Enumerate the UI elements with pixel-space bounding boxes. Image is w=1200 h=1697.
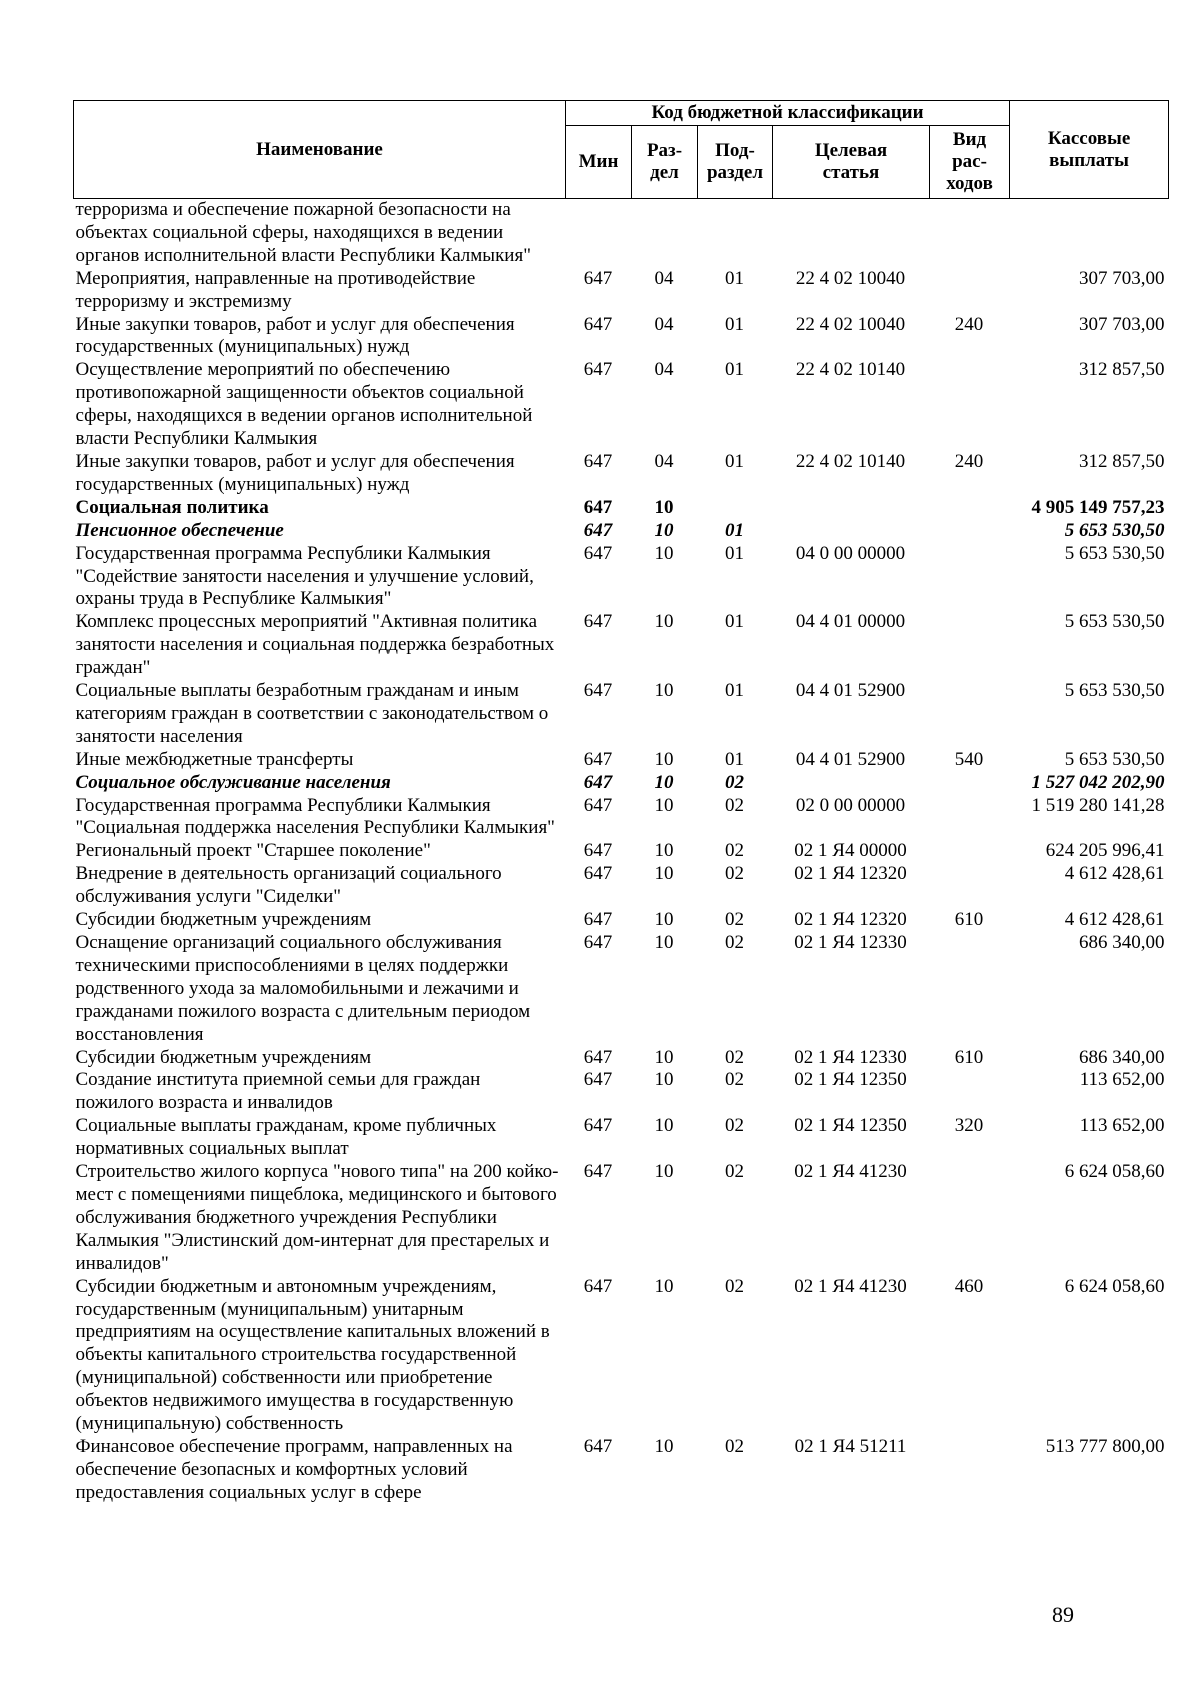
row-celevaya-statya: 02 1 Я4 12350: [794, 1115, 907, 1137]
row-kassovye-vyplaty: 4 612 428,61: [1064, 863, 1165, 885]
row-razdel: 04: [654, 267, 674, 289]
table-row[interactable]: [74, 863, 1169, 909]
table-row[interactable]: [74, 268, 1169, 314]
header-vid-label: Вид рас- ходов: [946, 129, 993, 194]
row-razdel: 10: [654, 1161, 674, 1183]
row-podrazdel: 01: [725, 542, 744, 564]
row-name: Субсидии бюджетным учреждениям: [75, 909, 372, 931]
row-vid-rashodov: [930, 1161, 1010, 1276]
header-kassovye-label: Кассовые выплаты: [1047, 127, 1131, 171]
row-kassovye-vyplaty: 4 905 149 757,23: [1031, 496, 1165, 518]
row-vid-rashodov: [930, 795, 1010, 841]
row-name: Социальные выплаты гражданам, кроме публичных нормативных социальных выплат: [75, 1115, 497, 1160]
row-podrazdel: 02: [725, 1115, 744, 1137]
row-razdel: 10: [654, 863, 674, 885]
row-razdel: 10: [654, 932, 674, 953]
row-name: Иные межбюджетные трансферты: [75, 748, 354, 770]
row-name: Социальные выплаты безработным гражданам и иным категориям граждан в соответствии с законодательством о занятости населения: [75, 680, 549, 747]
row-vid-rashodov: 460: [954, 1275, 984, 1297]
row-kassovye-vyplaty: 624 205 996,41: [1045, 840, 1165, 862]
row-kassovye-vyplaty: 113 652,00: [1079, 1069, 1165, 1091]
row-min: 647: [583, 1046, 613, 1068]
header-name: Наименование: [74, 101, 566, 199]
row-name: Иные закупки товаров, работ и услуг для обеспечения государственных (муниципальных) нужд: [75, 313, 515, 358]
row-name: Создание института приемной семьи для граждан пожилого возраста и инвалидов: [75, 1069, 481, 1114]
row-min: 647: [583, 840, 613, 862]
row-vid-rashodov: [930, 611, 1010, 680]
row-razdel: 04: [654, 313, 674, 335]
row-name: Субсидии бюджетным учреждениям: [75, 1046, 372, 1068]
row-vid-rashodov: 320: [954, 1115, 984, 1137]
row-kassovye-vyplaty: 312 857,50: [1079, 359, 1165, 381]
header-podrazdel: [698, 126, 773, 199]
row-kassovye-vyplaty: 5 653 530,50: [1064, 748, 1165, 770]
row-vid-rashodov: [930, 1069, 1010, 1115]
row-razdel: 10: [654, 496, 674, 518]
row-podrazdel: 02: [725, 932, 744, 953]
row-name: Пенсионное обеспечение: [75, 519, 284, 541]
row-celevaya-statya: 22 4 02 10040: [795, 267, 906, 289]
row-name: Мероприятия, направленные на противодействие терроризму и экстремизму: [75, 267, 476, 312]
row-kassovye-vyplaty: [1010, 199, 1169, 268]
row-celevaya-statya: 22 4 02 10040: [795, 313, 906, 335]
row-podrazdel: 02: [725, 1046, 744, 1068]
row-podrazdel: 02: [725, 771, 744, 793]
row-razdel: 10: [654, 1115, 674, 1137]
row-razdel: 10: [654, 519, 674, 541]
table-row[interactable]: [74, 314, 1169, 360]
row-podrazdel: 02: [725, 1435, 744, 1457]
row-vid-rashodov: [930, 268, 1010, 314]
table-row[interactable]: [74, 611, 1169, 680]
row-name: Осуществление мероприятий по обеспечению противопожарной защищенности объектов социальной сферы, находящихся в ведении органов исполнительной власти Республики Калмыкия: [75, 359, 533, 450]
row-name: Иные закупки товаров, работ и услуг для обеспечения государственных (муниципальных) нужд: [75, 450, 515, 495]
row-razdel: 10: [654, 680, 674, 702]
row-kassovye-vyplaty: 6 624 058,60: [1064, 1275, 1165, 1297]
row-vid-rashodov: 610: [954, 909, 984, 931]
row-celevaya-statya: 02 1 Я4 41230: [794, 1161, 907, 1183]
row-kassovye-vyplaty: 5 653 530,50: [1064, 519, 1165, 541]
row-kassovye-vyplaty: 5 653 530,50: [1064, 542, 1165, 564]
table-row[interactable]: [74, 795, 1169, 841]
row-celevaya-statya: 02 0 00 00000: [795, 794, 906, 816]
row-vid-rashodov: [930, 932, 1010, 1047]
row-kassovye-vyplaty: 307 703,00: [1079, 267, 1165, 289]
table-row[interactable]: [74, 932, 1169, 1047]
table-row[interactable]: [74, 199, 1169, 268]
row-razdel: [632, 199, 698, 268]
row-kassovye-vyplaty: 307 703,00: [1079, 313, 1165, 335]
table-row[interactable]: [74, 520, 1169, 543]
row-razdel: 04: [654, 359, 674, 381]
row-min: 647: [583, 519, 613, 541]
row-podrazdel: 01: [725, 519, 744, 541]
row-podrazdel: [698, 199, 773, 268]
row-razdel: 10: [654, 794, 674, 816]
row-name: Субсидии бюджетным и автономным учреждениям, государственным (муниципальным) унитарным предприятиям на осуществление капитальных вложений в объекты капитального строительства государственной (муниципальной) собственности или приобретение объектов недвижимого имущества в государственную (муниципальную) собственность: [75, 1275, 550, 1435]
row-name: Региональный проект "Старшее поколение": [75, 840, 431, 862]
header-vid: [930, 126, 1010, 199]
row-min: 647: [583, 794, 613, 816]
row-razdel: 10: [654, 611, 674, 633]
header-celevaya: [773, 126, 930, 199]
row-celevaya-statya: 22 4 02 10140: [795, 359, 906, 381]
row-min: 647: [583, 1069, 613, 1091]
row-celevaya-statya: 02 1 Я4 12350: [794, 1069, 907, 1091]
row-name: Внедрение в деятельность организаций социального обслуживания услуги "Сиделки": [75, 863, 502, 908]
row-celevaya-statya: 02 1 Я4 00000: [794, 840, 907, 862]
row-name: Государственная программа Республики Калмыкия "Социальная поддержка населения Республики Калмыкия": [75, 794, 555, 839]
row-celevaya-statya: [773, 199, 930, 268]
row-vid-rashodov: [930, 863, 1010, 909]
row-podrazdel: 02: [725, 1275, 744, 1297]
row-kassovye-vyplaty: 1 519 280 141,28: [1031, 794, 1165, 816]
row-razdel: 10: [654, 1069, 674, 1091]
header-celevaya-label: Целевая статья: [814, 140, 888, 183]
table-row[interactable]: [74, 1069, 1169, 1115]
row-kassovye-vyplaty: 4 612 428,61: [1064, 909, 1165, 931]
row-min: 647: [583, 496, 613, 518]
row-kassovye-vyplaty: 686 340,00: [1079, 1046, 1165, 1068]
row-name: терроризма и обеспечение пожарной безопасности на объектах социальной сферы, находящихся в ведении органов исполнительной власти Республики Калмыкия": [75, 199, 531, 266]
table-header: [74, 101, 1169, 199]
row-name: Социальное обслуживание населения: [75, 771, 391, 793]
row-razdel: 10: [654, 771, 674, 793]
row-kassovye-vyplaty: 5 653 530,50: [1064, 680, 1165, 702]
row-podrazdel: 02: [725, 840, 744, 862]
row-celevaya-statya: 04 0 00 00000: [795, 542, 906, 564]
header-kassovye: [1010, 101, 1169, 199]
table-row[interactable]: [74, 909, 1169, 932]
row-vid-rashodov: [930, 520, 1010, 543]
row-name: Строительство жилого корпуса "нового типа" на 200 койко-мест с помещениями пищеблока, медицинского и бытового обслуживания бюджетного учреждения Республики Калмыкия "Элистинский дом-интернат для престарелых и инвалидов": [75, 1161, 559, 1274]
row-razdel: 10: [654, 748, 674, 770]
row-min: 647: [583, 450, 613, 472]
table-row[interactable]: [74, 1436, 1169, 1505]
table-row[interactable]: [74, 1047, 1169, 1070]
row-vid-rashodov: [930, 1436, 1010, 1505]
row-vid-rashodov: [930, 840, 1010, 863]
row-min: 647: [583, 771, 613, 793]
row-kassovye-vyplaty: 6 624 058,60: [1064, 1161, 1165, 1183]
table-row[interactable]: [74, 359, 1169, 451]
table-row[interactable]: [74, 543, 1169, 612]
row-name: Финансовое обеспечение программ, направленных на обеспечение безопасных и комфортных условий предоставления социальных услуг в сфере: [75, 1435, 513, 1503]
row-podrazdel: 02: [725, 794, 744, 816]
row-min: 647: [583, 1275, 613, 1297]
row-kassovye-vyplaty: 312 857,50: [1079, 450, 1165, 472]
row-kassovye-vyplaty: 113 652,00: [1079, 1115, 1165, 1137]
row-min: 647: [583, 1115, 613, 1137]
table-row[interactable]: [74, 772, 1169, 795]
row-min: 647: [583, 611, 613, 633]
row-razdel: 10: [654, 542, 674, 564]
row-kassovye-vyplaty: 513 777 800,00: [1045, 1435, 1165, 1457]
budget-table: [73, 100, 1169, 1505]
table-row[interactable]: [74, 840, 1169, 863]
document-page: [73, 100, 1168, 1505]
header-podrazdel-label: Под- раздел: [706, 140, 764, 183]
row-celevaya-statya: 22 4 02 10140: [795, 450, 906, 472]
row-vid-rashodov: [930, 680, 1010, 749]
row-podrazdel: 01: [725, 611, 744, 633]
row-celevaya-statya: 02 1 Я4 12320: [794, 863, 907, 885]
table-row[interactable]: [74, 451, 1169, 497]
row-razdel: 10: [654, 1435, 674, 1457]
row-min: [566, 199, 632, 268]
row-razdel: 10: [654, 909, 674, 931]
table-row[interactable]: [74, 497, 1169, 520]
row-razdel: 10: [654, 1275, 674, 1297]
row-min: 647: [583, 313, 613, 335]
table-row[interactable]: [74, 1115, 1169, 1161]
table-body: [74, 199, 1169, 1505]
row-min: 647: [583, 542, 613, 564]
row-vid-rashodov: [930, 199, 1010, 268]
row-podrazdel: 01: [725, 680, 744, 702]
row-podrazdel: 01: [725, 748, 744, 770]
row-vid-rashodov: [930, 543, 1010, 612]
row-min: 647: [583, 1161, 613, 1183]
header-budget-code-group: Код бюджетной классификации: [566, 101, 1010, 126]
row-celevaya-statya: 02 1 Я4 41230: [794, 1275, 907, 1297]
row-celevaya-statya: 04 4 01 52900: [795, 680, 906, 702]
row-celevaya-statya: [773, 520, 930, 543]
row-name: Комплекс процессных мероприятий "Активная политика занятости населения и социальная поддержка безработных граждан": [75, 611, 555, 679]
row-min: 647: [583, 1435, 613, 1457]
row-celevaya-statya: 02 1 Я4 12330: [794, 1046, 907, 1068]
table-row[interactable]: [74, 749, 1169, 772]
row-vid-rashodov: [930, 497, 1010, 520]
row-podrazdel: 02: [725, 909, 744, 931]
row-podrazdel: 02: [725, 863, 744, 885]
row-min: 647: [583, 680, 613, 702]
row-min: 647: [583, 909, 613, 931]
row-celevaya-statya: 04 4 01 52900: [795, 748, 906, 770]
row-podrazdel: 02: [725, 1069, 744, 1091]
row-celevaya-statya: 02 1 Я4 12330: [794, 932, 907, 953]
row-podrazdel: 02: [725, 1161, 744, 1183]
row-celevaya-statya: 04 4 01 00000: [795, 611, 906, 633]
row-celevaya-statya: 02 1 Я4 51211: [794, 1435, 907, 1457]
page-number: 89: [1052, 1602, 1074, 1627]
row-podrazdel: 01: [725, 313, 744, 335]
row-min: 647: [583, 932, 613, 953]
row-name: Оснащение организаций социального обслуживания техническими приспособлениями в целях поддержки родственного ухода за маломобильными и лежачими и гражданами пожилого возраста с длительным периодом восстановления: [75, 932, 531, 1045]
row-podrazdel: 01: [725, 450, 744, 472]
row-name: Социальная политика: [75, 496, 269, 518]
row-vid-rashodov: [930, 359, 1010, 451]
row-celevaya-statya: [773, 772, 930, 795]
table-row[interactable]: [74, 1161, 1169, 1276]
header-min: Мин: [566, 126, 632, 199]
row-razdel: 10: [654, 840, 674, 862]
row-razdel: 10: [654, 1046, 674, 1068]
row-kassovye-vyplaty: 1 527 042 202,90: [1031, 771, 1165, 793]
row-name: Государственная программа Республики Калмыкия "Содействие занятости населения и улучшение условий, охраны труда в Республике Калмыкия": [75, 542, 534, 610]
row-vid-rashodov: 240: [954, 450, 984, 472]
header-razdel: [632, 126, 698, 199]
row-vid-rashodov: 540: [954, 748, 984, 770]
row-razdel: 04: [654, 450, 674, 472]
table-row[interactable]: [74, 680, 1169, 749]
row-vid-rashodov: 610: [954, 1046, 984, 1068]
row-kassovye-vyplaty: 686 340,00: [1079, 932, 1165, 953]
row-min: 647: [583, 863, 613, 885]
row-podrazdel: 01: [725, 359, 744, 381]
row-podrazdel: [698, 497, 773, 520]
row-kassovye-vyplaty: 5 653 530,50: [1064, 611, 1165, 633]
header-razdel-label: Раз- дел: [646, 140, 683, 183]
row-min: 647: [583, 267, 613, 289]
row-vid-rashodov: 240: [954, 313, 984, 335]
row-celevaya-statya: 02 1 Я4 12320: [794, 909, 907, 931]
row-vid-rashodov: [930, 772, 1010, 795]
table-row[interactable]: [74, 1276, 1169, 1436]
row-min: 647: [583, 748, 613, 770]
row-celevaya-statya: [773, 497, 930, 520]
row-min: 647: [583, 359, 613, 381]
row-podrazdel: 01: [725, 267, 744, 289]
